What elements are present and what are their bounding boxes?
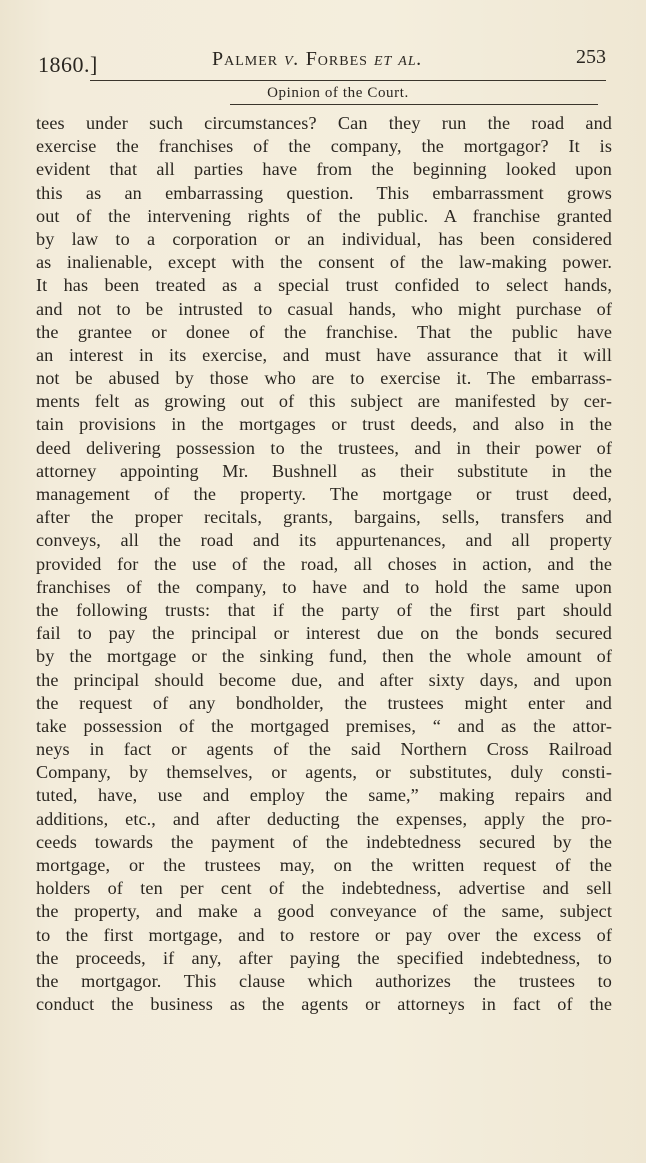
- text-line: Company, by themselves, or agents, or substitutes, duly consti-: [36, 762, 612, 783]
- text-line: conduct the business as the agents or attorneys in fact of the: [36, 994, 612, 1015]
- text-line: exercise the franchises of the company, the mortgagor? It is: [36, 136, 612, 157]
- header-rule: [90, 80, 606, 81]
- page-date: 1860.]: [38, 52, 98, 77]
- text-line: take possession of the mortgaged premises, “ and as the attor-: [36, 715, 612, 736]
- text-line: management of the property. The mortgage or trust deed,: [36, 484, 612, 504]
- text-line: out of the intervening rights of the public. A franchise granted: [36, 205, 612, 226]
- text-line: conveys, all the road and its appurtenances, and all property: [36, 530, 612, 551]
- text-line: and not to be intrusted to casual hands, who might purchase of: [36, 298, 612, 319]
- text-line: It has been treated as a special trust confided to select hands,: [36, 275, 612, 296]
- text-line: franchises of the company, to have and to hold the same upon: [36, 576, 612, 597]
- title-plaintiff: Palmer: [212, 48, 279, 70]
- running-header: [38, 46, 606, 78]
- text-line: tuted, have, use and employ the same,” making repairs and: [36, 785, 612, 806]
- text-line: to the first mortgage, and to restore or pay over the excess of: [36, 924, 612, 945]
- text-line: neys in fact or agents of the said Northern Cross Railroad: [36, 739, 612, 760]
- text-line: tees under such circumstances? Can they run the road and: [36, 113, 612, 133]
- text-line: ceeds towards the payment of the indebtedness secured by the: [36, 831, 612, 852]
- text-line: the grantee or donee of the franchise. That the public have: [36, 321, 612, 342]
- title-defendant: Forbes: [305, 48, 368, 70]
- text-line: tain provisions in the mortgages or trust deeds, and also in the: [36, 414, 612, 435]
- text-line: after the proper recitals, grants, bargains, sells, transfers and: [36, 507, 612, 528]
- text-line: evident that all parties have from the beginning looked upon: [36, 159, 612, 180]
- text-line: holders of ten per cent of the indebtedness, advertise and sell: [36, 878, 612, 899]
- text-line: the proceeds, if any, after paying the specified indebtedness, to: [36, 947, 612, 968]
- text-line: mortgage, or the trustees may, on the written request of the: [36, 855, 612, 875]
- text-line: attorney appointing Mr. Bushnell as their substitute in the: [36, 460, 612, 481]
- title-versus: v.: [284, 48, 300, 70]
- text-line: provided for the use of the road, all choses in action, and the: [36, 553, 612, 574]
- text-line: fail to pay the principal or interest due on the bonds secured: [36, 623, 612, 644]
- text-line: the principal should become due, and after sixty days, and upon: [36, 669, 612, 690]
- text-line: by law to a corporation or an individual, has been considered: [36, 228, 612, 249]
- page-number: 253: [576, 46, 606, 68]
- text-line: additions, etc., and after deducting the expenses, apply the pro-: [36, 808, 612, 829]
- section-rule: [230, 104, 598, 105]
- text-line: the property, and make a good conveyance of the same, subject: [36, 901, 612, 922]
- text-line: the following trusts: that if the party of the first part should: [36, 599, 612, 620]
- text-line: as inalienable, except with the consent of the law-making power.: [36, 252, 612, 273]
- title-et-al: et al.: [373, 48, 423, 70]
- text-line: not be abused by those who are to exercise it. The embarrass-: [36, 368, 612, 389]
- text-line: this as an embarrassing question. This embarrassment grows: [36, 182, 612, 203]
- text-line: deed delivering possession to the trustees, and in their power of: [36, 437, 612, 458]
- text-line: the mortgagor. This clause which authorizes the trustees to: [36, 970, 612, 991]
- text-line: ments felt as growing out of this subject are manifested by cer-: [36, 391, 612, 412]
- opinion-text: [36, 112, 612, 1016]
- text-line: the request of any bondholder, the trustees might enter and: [36, 692, 612, 713]
- section-heading: Opinion of the Court.: [267, 85, 409, 101]
- running-title: [212, 48, 423, 71]
- text-line: by the mortgage or the sinking fund, then the whole amount of: [36, 646, 612, 667]
- text-line: an interest in its exercise, and must have assurance that it will: [36, 344, 612, 365]
